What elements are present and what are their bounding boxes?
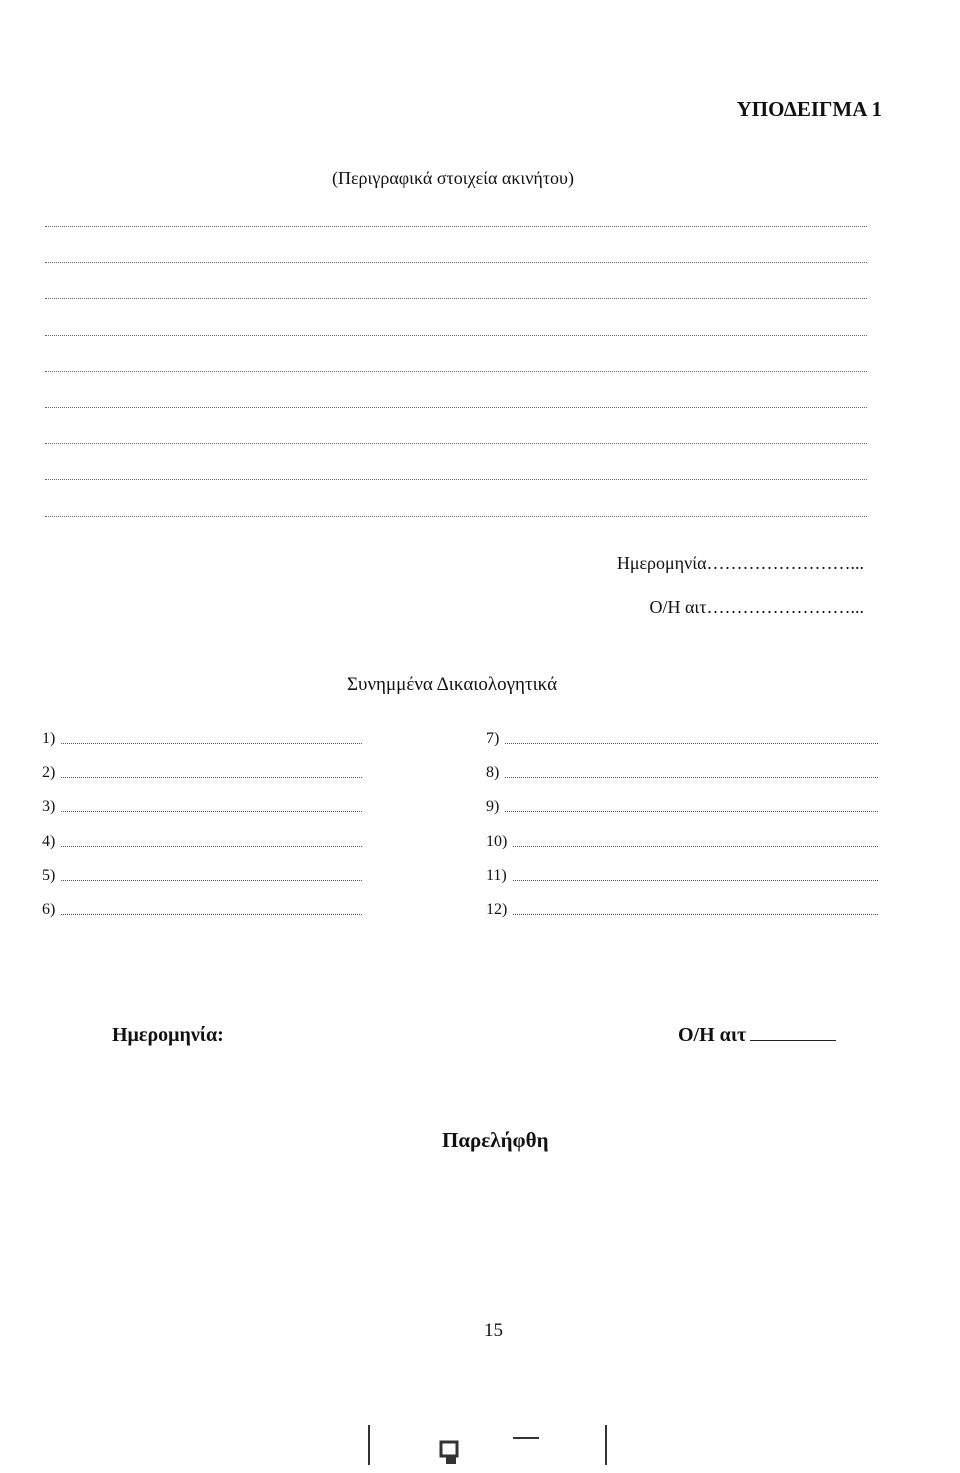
attachment-fill-line (505, 811, 878, 812)
description-line (45, 262, 867, 263)
attachment-fill-line (61, 914, 362, 915)
attachment-item (486, 833, 878, 851)
attachment-item (486, 901, 878, 919)
attachment-fill-line (513, 880, 878, 881)
attachment-fill-line (61, 811, 362, 812)
scan-mark-right (605, 1425, 607, 1465)
attachment-item (42, 867, 362, 885)
signature-applicant-label: Ο/Η αιτ (649, 597, 707, 617)
attachment-fill-line (61, 846, 362, 847)
signature-date-fill: ……………………... (706, 553, 864, 573)
attachment-number: 8) (486, 764, 500, 782)
attachment-fill-line (513, 846, 878, 847)
attachment-number: 10) (486, 832, 508, 850)
attachment-fill-line (513, 914, 878, 915)
scan-mark-small (513, 1437, 539, 1439)
document-subtitle: (Περιγραφικά στοιχεία ακινήτου) (332, 168, 574, 188)
footer-applicant-line (750, 1024, 836, 1041)
attachment-number: 11) (486, 866, 507, 884)
scan-stamp-icon (438, 1438, 464, 1466)
attachment-number: 3) (42, 798, 56, 816)
description-line (45, 226, 867, 227)
attachment-item (486, 764, 878, 782)
signature-date (617, 553, 864, 574)
attachment-fill-line (61, 777, 362, 778)
attachment-number: 1) (42, 730, 56, 747)
attachments-title: Συνημμένα Δικαιολογητικά (347, 674, 558, 695)
signature-date-label: Ημερομηνία (616, 553, 707, 573)
description-line (45, 443, 867, 444)
attachment-item (486, 867, 878, 885)
signature-applicant (649, 597, 864, 618)
signature-applicant-fill: ……………………... (706, 597, 864, 617)
attachment-number: 5) (42, 866, 56, 884)
description-line (45, 407, 867, 408)
attachment-item (486, 730, 878, 748)
footer-date-label: Ημερομηνία: (112, 1024, 224, 1046)
attachment-item (42, 764, 362, 782)
received-label: Παρελήφθη (442, 1128, 549, 1152)
footer-applicant-label: Ο/Η αιτ (678, 1024, 747, 1046)
attachment-number: 4) (42, 832, 56, 850)
footer-applicant (678, 1024, 836, 1047)
scan-mark-left (368, 1425, 370, 1465)
attachment-item (486, 798, 878, 816)
attachment-fill-line (61, 880, 362, 881)
description-line (45, 371, 867, 372)
attachment-number: 2) (42, 764, 56, 782)
attachment-item (42, 833, 362, 851)
attachment-item (42, 730, 362, 748)
attachment-item (42, 901, 362, 919)
description-line (45, 335, 867, 336)
attachment-number: 9) (486, 798, 500, 816)
attachment-number: 12) (486, 901, 508, 918)
document-title: ΥΠΟΔΕΙΓΜΑ 1 (736, 97, 882, 121)
description-line (45, 516, 867, 517)
description-line (45, 479, 867, 480)
attachment-item (42, 798, 362, 816)
attachment-fill-line (505, 777, 878, 778)
attachment-fill-line (505, 743, 878, 744)
page-number: 15 (484, 1320, 503, 1341)
attachment-number: 7) (486, 730, 500, 747)
attachment-number: 6) (42, 901, 56, 918)
attachment-fill-line (61, 743, 362, 744)
description-line (45, 298, 867, 299)
